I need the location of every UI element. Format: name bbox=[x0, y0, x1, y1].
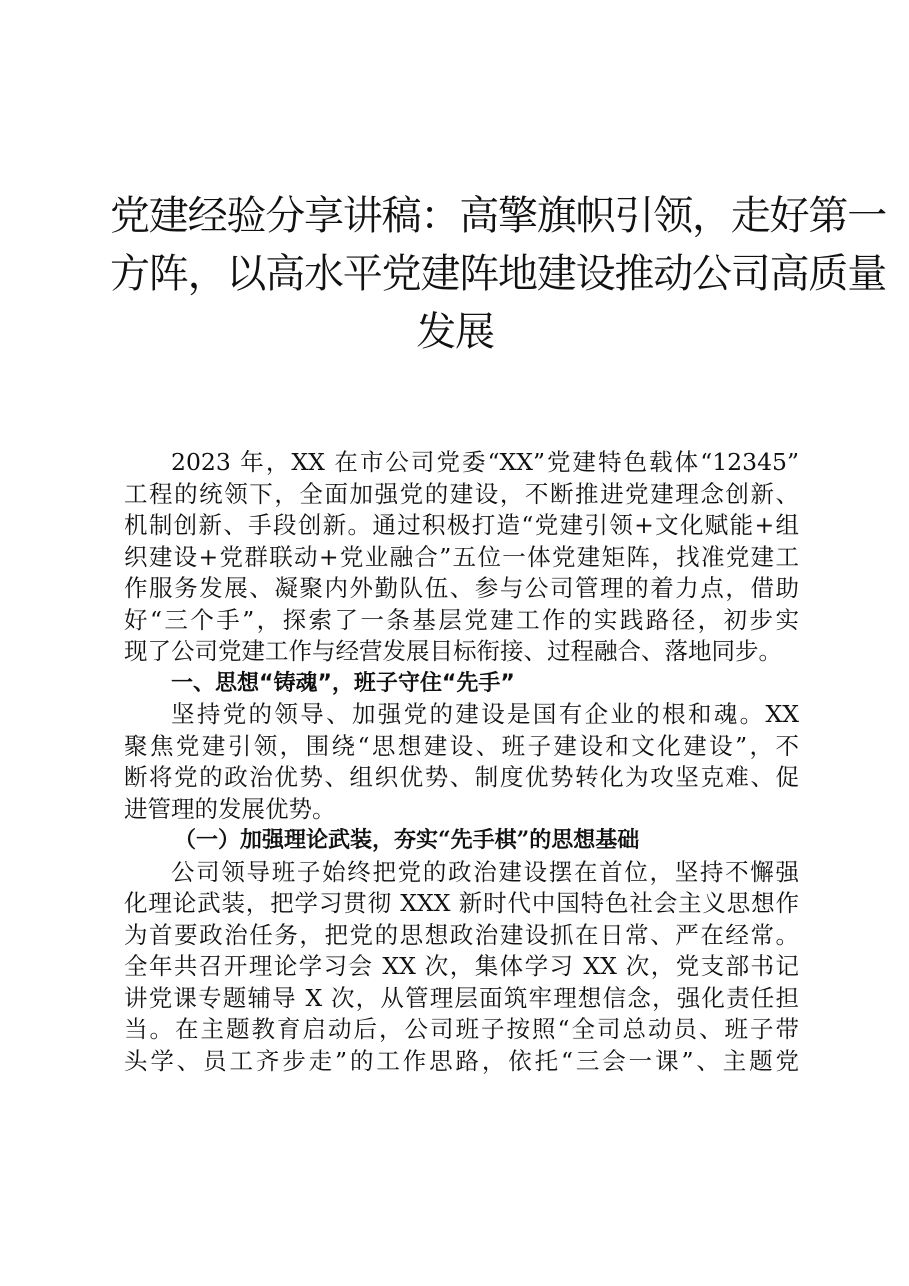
paragraph-line: 当。在主题教育启动后，公司班子按照“全司总动员、班子带 bbox=[124, 1015, 799, 1043]
subsection-heading: （一）加强理论武装，夯实“先手棋”的思想基础 bbox=[174, 827, 640, 853]
paragraph-line: 全年共召开理论学习会 XX 次，集体学习 XX 次，党支部书记 bbox=[124, 952, 799, 980]
paragraph-line: 机制创新、手段创新。通过积极打造“党建引领+文化赋能+组 bbox=[124, 511, 799, 539]
paragraph-line: 作服务发展、凝聚内外勤队伍、参与公司管理的着力点，借助 bbox=[124, 574, 799, 602]
paragraph-line: 断将党的政治优势、组织优势、制度优势转化为攻坚克难、促 bbox=[124, 763, 799, 791]
title-line: 发展 bbox=[416, 309, 494, 355]
paragraph-line: 化理论武装，把学习贯彻 XXX 新时代中国特色社会主义思想作 bbox=[124, 889, 799, 917]
paragraph-line: 公司领导班子始终把党的政治建设摆在首位，坚持不懈强 bbox=[171, 857, 799, 886]
paragraph-line: 好“三个手”，探索了一条基层党建工作的实践路径，初步实 bbox=[124, 605, 799, 634]
paragraph-line: 坚持党的领导、加强党的建设是国有企业的根和魂。XX bbox=[171, 700, 799, 728]
paragraph-line: 织建设+党群联动+党业融合”五位一体党建矩阵，找准党建工 bbox=[124, 542, 799, 571]
document-title bbox=[110, 187, 886, 361]
paragraph-section-one bbox=[124, 699, 799, 825]
paragraph-intro bbox=[124, 447, 799, 668]
title-line: 方阵，以高水平党建阵地建设推动公司高质量 bbox=[110, 251, 886, 297]
title-line: 党建经验分享讲稿：高擎旗帜引领，走好第一 bbox=[110, 193, 886, 239]
paragraph-line: 进管理的发展优势。 bbox=[124, 794, 336, 823]
paragraph-line: 讲党课专题辅导 X 次，从管理层面筑牢理想信念，强化责任担 bbox=[124, 983, 799, 1012]
paragraph-line: 头学、员工齐步走”的工作思路，依托“三会一课”、主题党 bbox=[124, 1046, 799, 1075]
paragraph-line: 聚焦党建引领，围绕“思想建设、班子建设和文化建设”，不 bbox=[124, 731, 799, 760]
paragraph-subsection-one bbox=[124, 857, 799, 1078]
paragraph-line: 为首要政治任务，把党的思想政治建设抓在日常、严在经常。 bbox=[124, 920, 799, 949]
document-body bbox=[124, 447, 799, 1077]
paragraph-line: 工程的统领下，全面加强党的建设，不断推进党建理念创新、 bbox=[124, 479, 799, 508]
paragraph-line: 现了公司党建工作与经营发展目标衔接、过程融合、落地同步。 bbox=[124, 637, 782, 665]
paragraph-line: 2023 年，XX 在市公司党委“XX”党建特色载体“12345” bbox=[171, 448, 799, 476]
section-heading: 一、思想“铸魂”，班子守住“先手” bbox=[171, 670, 515, 696]
